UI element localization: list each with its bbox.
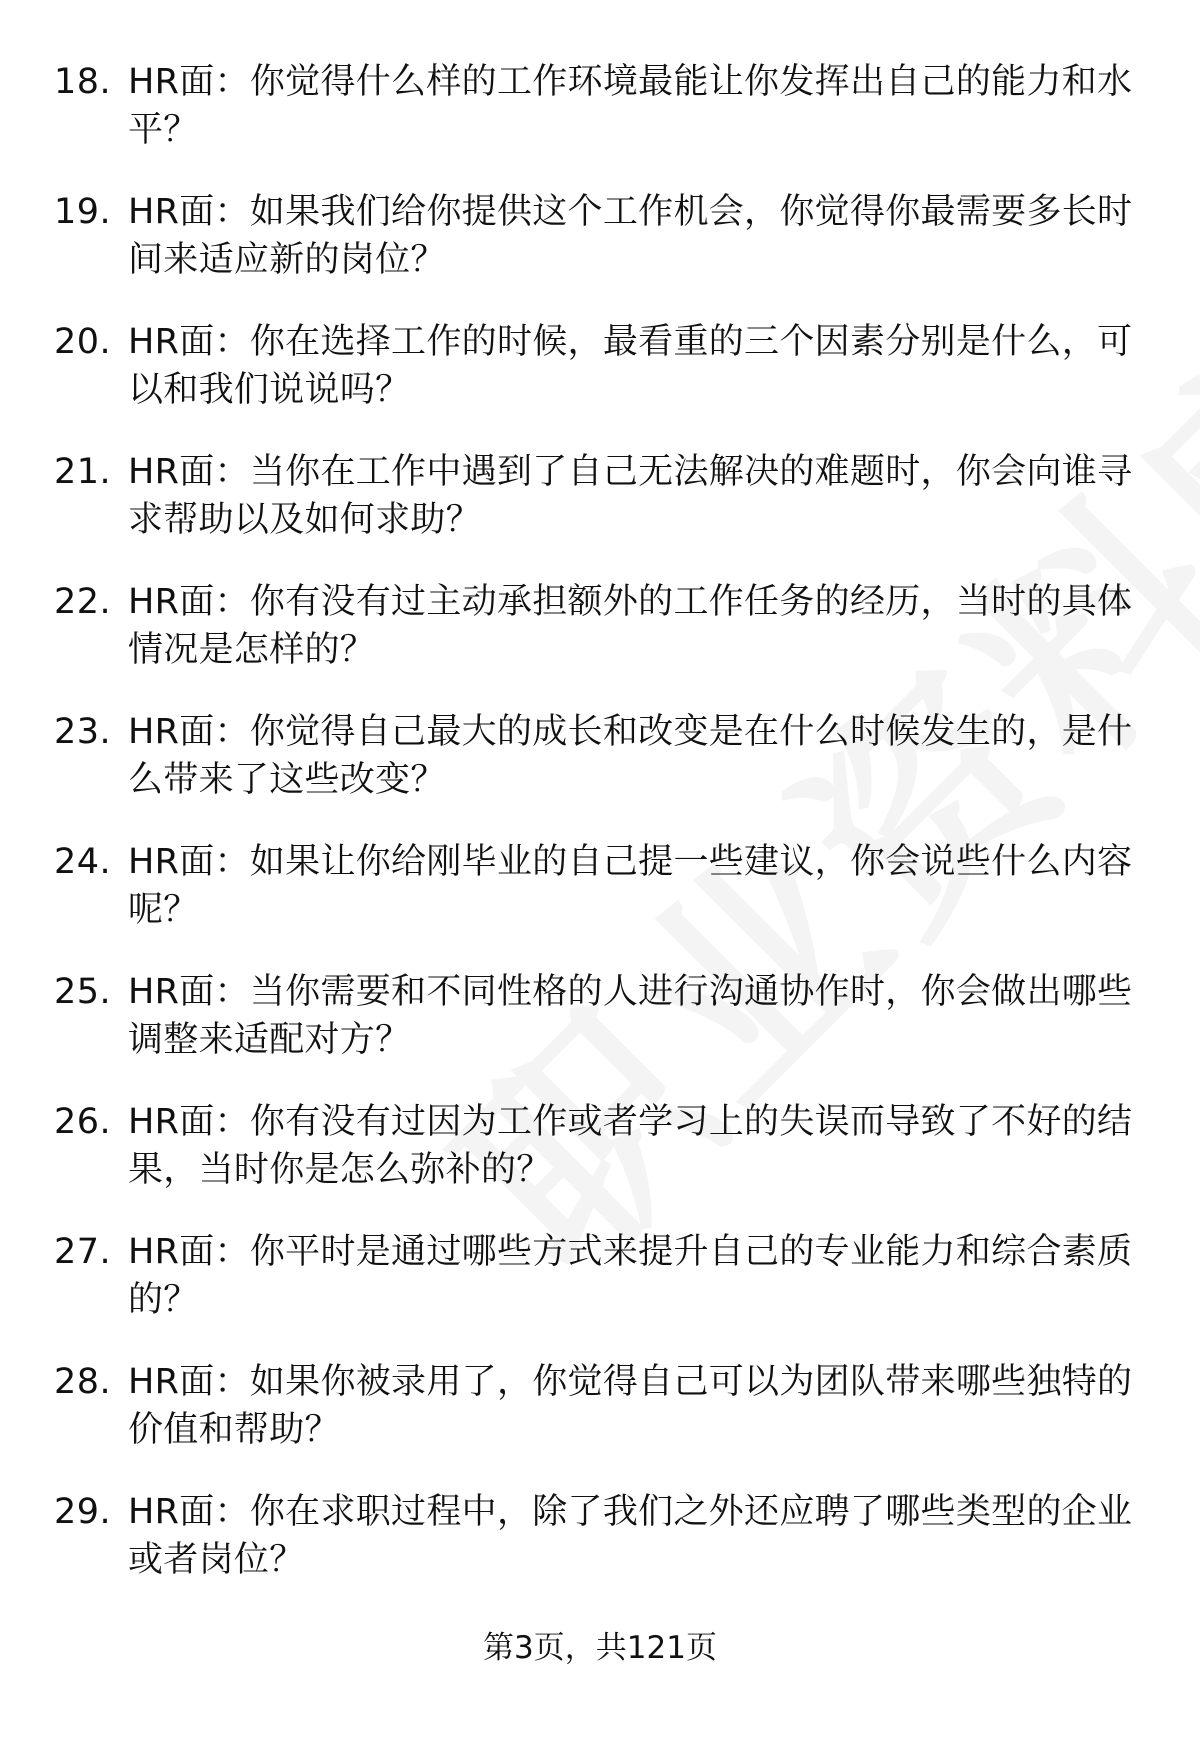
question-item xyxy=(0,1358,1200,1488)
question-item xyxy=(0,318,1200,448)
page-footer: 第3页，共121页 xyxy=(483,1630,717,1666)
question-number: 24. xyxy=(54,842,112,882)
question-item xyxy=(0,708,1200,838)
question-number: 21. xyxy=(54,452,112,492)
question-item xyxy=(0,578,1200,708)
question-number: 18. xyxy=(54,62,112,102)
question-text: HR面：你平时是通过哪些方式来提升自己的专业能力和综合素质的？ xyxy=(128,1232,1133,1320)
question-text: HR面：你在求职过程中，除了我们之外还应聘了哪些类型的企业或者岗位？ xyxy=(128,1492,1133,1580)
question-text: HR面：你觉得自己最大的成长和改变是在什么时候发生的，是什么带来了这些改变？ xyxy=(128,712,1133,800)
question-item xyxy=(0,968,1200,1098)
question-number: 19. xyxy=(54,192,112,232)
question-item xyxy=(0,1488,1200,1618)
question-list xyxy=(0,58,1200,1618)
question-text: HR面：你有没有过因为工作或者学习上的失误而导致了不好的结果，当时你是怎么弥补的？ xyxy=(128,1102,1133,1190)
question-number: 28. xyxy=(54,1362,112,1402)
question-text: HR面：你觉得什么样的工作环境最能让你发挥出自己的能力和水平？ xyxy=(128,62,1133,150)
question-item xyxy=(0,1098,1200,1228)
question-text: HR面：当你需要和不同性格的人进行沟通协作时，你会做出哪些调整来适配对方？ xyxy=(128,972,1133,1060)
question-text: HR面：当你在工作中遇到了自己无法解决的难题时，你会向谁寻求帮助以及如何求助？ xyxy=(128,452,1133,540)
question-number: 26. xyxy=(54,1102,112,1142)
question-text: HR面：你在选择工作的时候，最看重的三个因素分别是什么，可以和我们说说吗？ xyxy=(128,322,1133,410)
question-item xyxy=(0,58,1200,188)
question-number: 25. xyxy=(54,972,112,1012)
question-text: HR面：如果你被录用了，你觉得自己可以为团队带来哪些独特的价值和帮助？ xyxy=(128,1362,1133,1450)
question-text: HR面：你有没有过主动承担额外的工作任务的经历，当时的具体情况是怎样的？ xyxy=(128,582,1133,670)
question-number: 23. xyxy=(54,712,112,752)
question-item xyxy=(0,1228,1200,1358)
question-number: 22. xyxy=(54,582,112,622)
question-text: HR面：如果让你给刚毕业的自己提一些建议，你会说些什么内容呢？ xyxy=(128,842,1133,930)
question-item xyxy=(0,838,1200,968)
question-item xyxy=(0,188,1200,318)
question-number: 27. xyxy=(54,1232,112,1272)
question-number: 29. xyxy=(54,1492,112,1532)
question-item xyxy=(0,448,1200,578)
question-text: HR面：如果我们给你提供这个工作机会，你觉得你最需要多长时间来适应新的岗位？ xyxy=(128,192,1133,280)
question-number: 20. xyxy=(54,322,112,362)
